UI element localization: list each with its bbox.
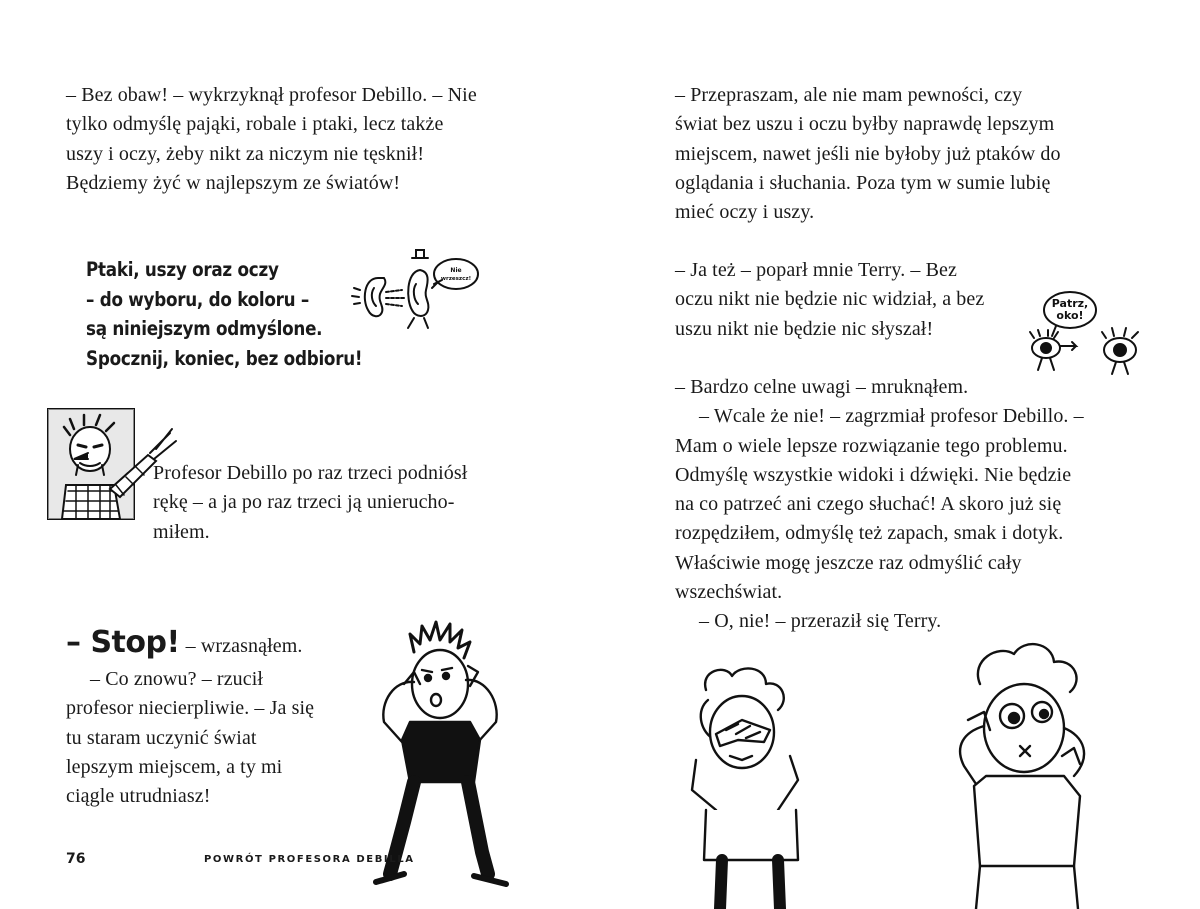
right-page bbox=[600, 0, 1200, 909]
stop-rest-text: – wrzasnąłem. bbox=[185, 635, 303, 657]
text-line: świat bez uszu i oczu byłby naprawdę lepszym bbox=[675, 113, 1055, 136]
running-title: POWRÓT PROFESORA DEBILLA bbox=[204, 854, 415, 865]
paragraph-professor-impatient bbox=[66, 665, 314, 811]
text-line: Będziemy żyć w najlepszym ze światów! bbox=[66, 171, 401, 194]
paragraph-stop bbox=[66, 625, 303, 661]
poem-spell bbox=[86, 255, 362, 373]
paragraph-terry-agrees bbox=[675, 256, 984, 344]
text-line: lepszym miejscem, a ty mi bbox=[66, 755, 283, 778]
text-line: oglądania i słuchania. Poza tym w sumie lubię bbox=[675, 171, 1051, 194]
character-surprised-illustration bbox=[924, 636, 1134, 909]
text-line: uszu nikt nie będzie nic słyszał! bbox=[675, 317, 934, 340]
poem-line: Spocznij, koniec, bez odbioru! bbox=[86, 346, 363, 370]
text-line: mieć oczy i uszy. bbox=[675, 201, 815, 224]
ear-bubble-line-1: Nie bbox=[450, 267, 462, 274]
paragraph-professor-raises-hand bbox=[153, 459, 467, 547]
text-line: wszechświat. bbox=[675, 581, 783, 604]
paragraph-apology bbox=[675, 81, 1061, 227]
stop-line bbox=[66, 625, 303, 661]
text-line: uszy i oczy, żeby nikt za niczym nie tęsknił! bbox=[66, 142, 425, 165]
ear-characters-illustration bbox=[350, 244, 480, 334]
ear-bubble-line-2: wrzeszcz! bbox=[440, 276, 472, 282]
text-line: – Co znowu? – rzucił bbox=[90, 668, 264, 690]
text-line: miłem. bbox=[153, 520, 210, 543]
character-covering-eyes-illustration bbox=[686, 660, 866, 909]
text-line: – Bardzo celne uwagi – mruknąłem. bbox=[675, 376, 969, 398]
page-number: 76 bbox=[66, 851, 86, 867]
text-line: – Wcale że nie! – zagrzmiał profesor Debillo. – bbox=[699, 405, 1084, 428]
text-line: – Bez obaw! – wykrzyknął profesor Debillo. – Nie bbox=[66, 84, 477, 106]
text-line: tylko odmyślę pająki, robale i ptaki, lecz także bbox=[66, 113, 444, 136]
text-line: rozpędziłem, odmyślę też zapach, smak i dotyk. bbox=[675, 522, 1064, 545]
stop-exclamation: – Stop! bbox=[66, 625, 180, 660]
text-line: Odmyślę wszystkie widoki i dźwięki. Nie będzie bbox=[675, 463, 1072, 486]
text-line: rękę – a ja po raz trzeci ją unierucho- bbox=[153, 491, 455, 514]
text-line: na co patrzeć ani czego słuchać! A skoro już się bbox=[675, 493, 1062, 516]
eye-characters-illustration bbox=[1024, 288, 1146, 378]
paragraph-remarks bbox=[675, 373, 1084, 637]
paragraph-professor-promise bbox=[66, 81, 477, 198]
poem-line: są niniejszym odmyślone. bbox=[86, 317, 323, 341]
text-line: oczu nikt nie będzie nic widział, a bez bbox=[675, 288, 985, 311]
text-line: ciągle utrudniasz! bbox=[66, 785, 211, 808]
text-line: profesor niecierpliwie. – Ja się bbox=[66, 697, 315, 720]
poem-line: Ptaki, uszy oraz oczy bbox=[86, 258, 279, 281]
text-line: Profesor Debillo po raz trzeci podniósł bbox=[153, 462, 468, 484]
eye-bubble-line-1: Patrz, bbox=[1051, 297, 1089, 310]
text-line: – O, nie! – przeraził się Terry. bbox=[699, 610, 942, 633]
eye-bubble-line-2: oko! bbox=[1056, 309, 1084, 322]
poem-line: – do wyboru, do koloru – bbox=[86, 287, 310, 311]
text-line: miejscem, nawet jeśli nie byłoby już ptaków do bbox=[675, 142, 1061, 165]
text-line: tu staram uczynić świat bbox=[66, 726, 257, 749]
text-line: – Przepraszam, ale nie mam pewności, czy bbox=[675, 84, 1023, 106]
text-line: Właściwie mogę jeszcze raz odmyślić cały bbox=[675, 551, 1022, 574]
text-line: Mam o wiele lepsze rozwiązanie tego problemu. bbox=[675, 434, 1068, 457]
text-line: – Ja też – poparł mnie Terry. – Bez bbox=[675, 259, 958, 281]
